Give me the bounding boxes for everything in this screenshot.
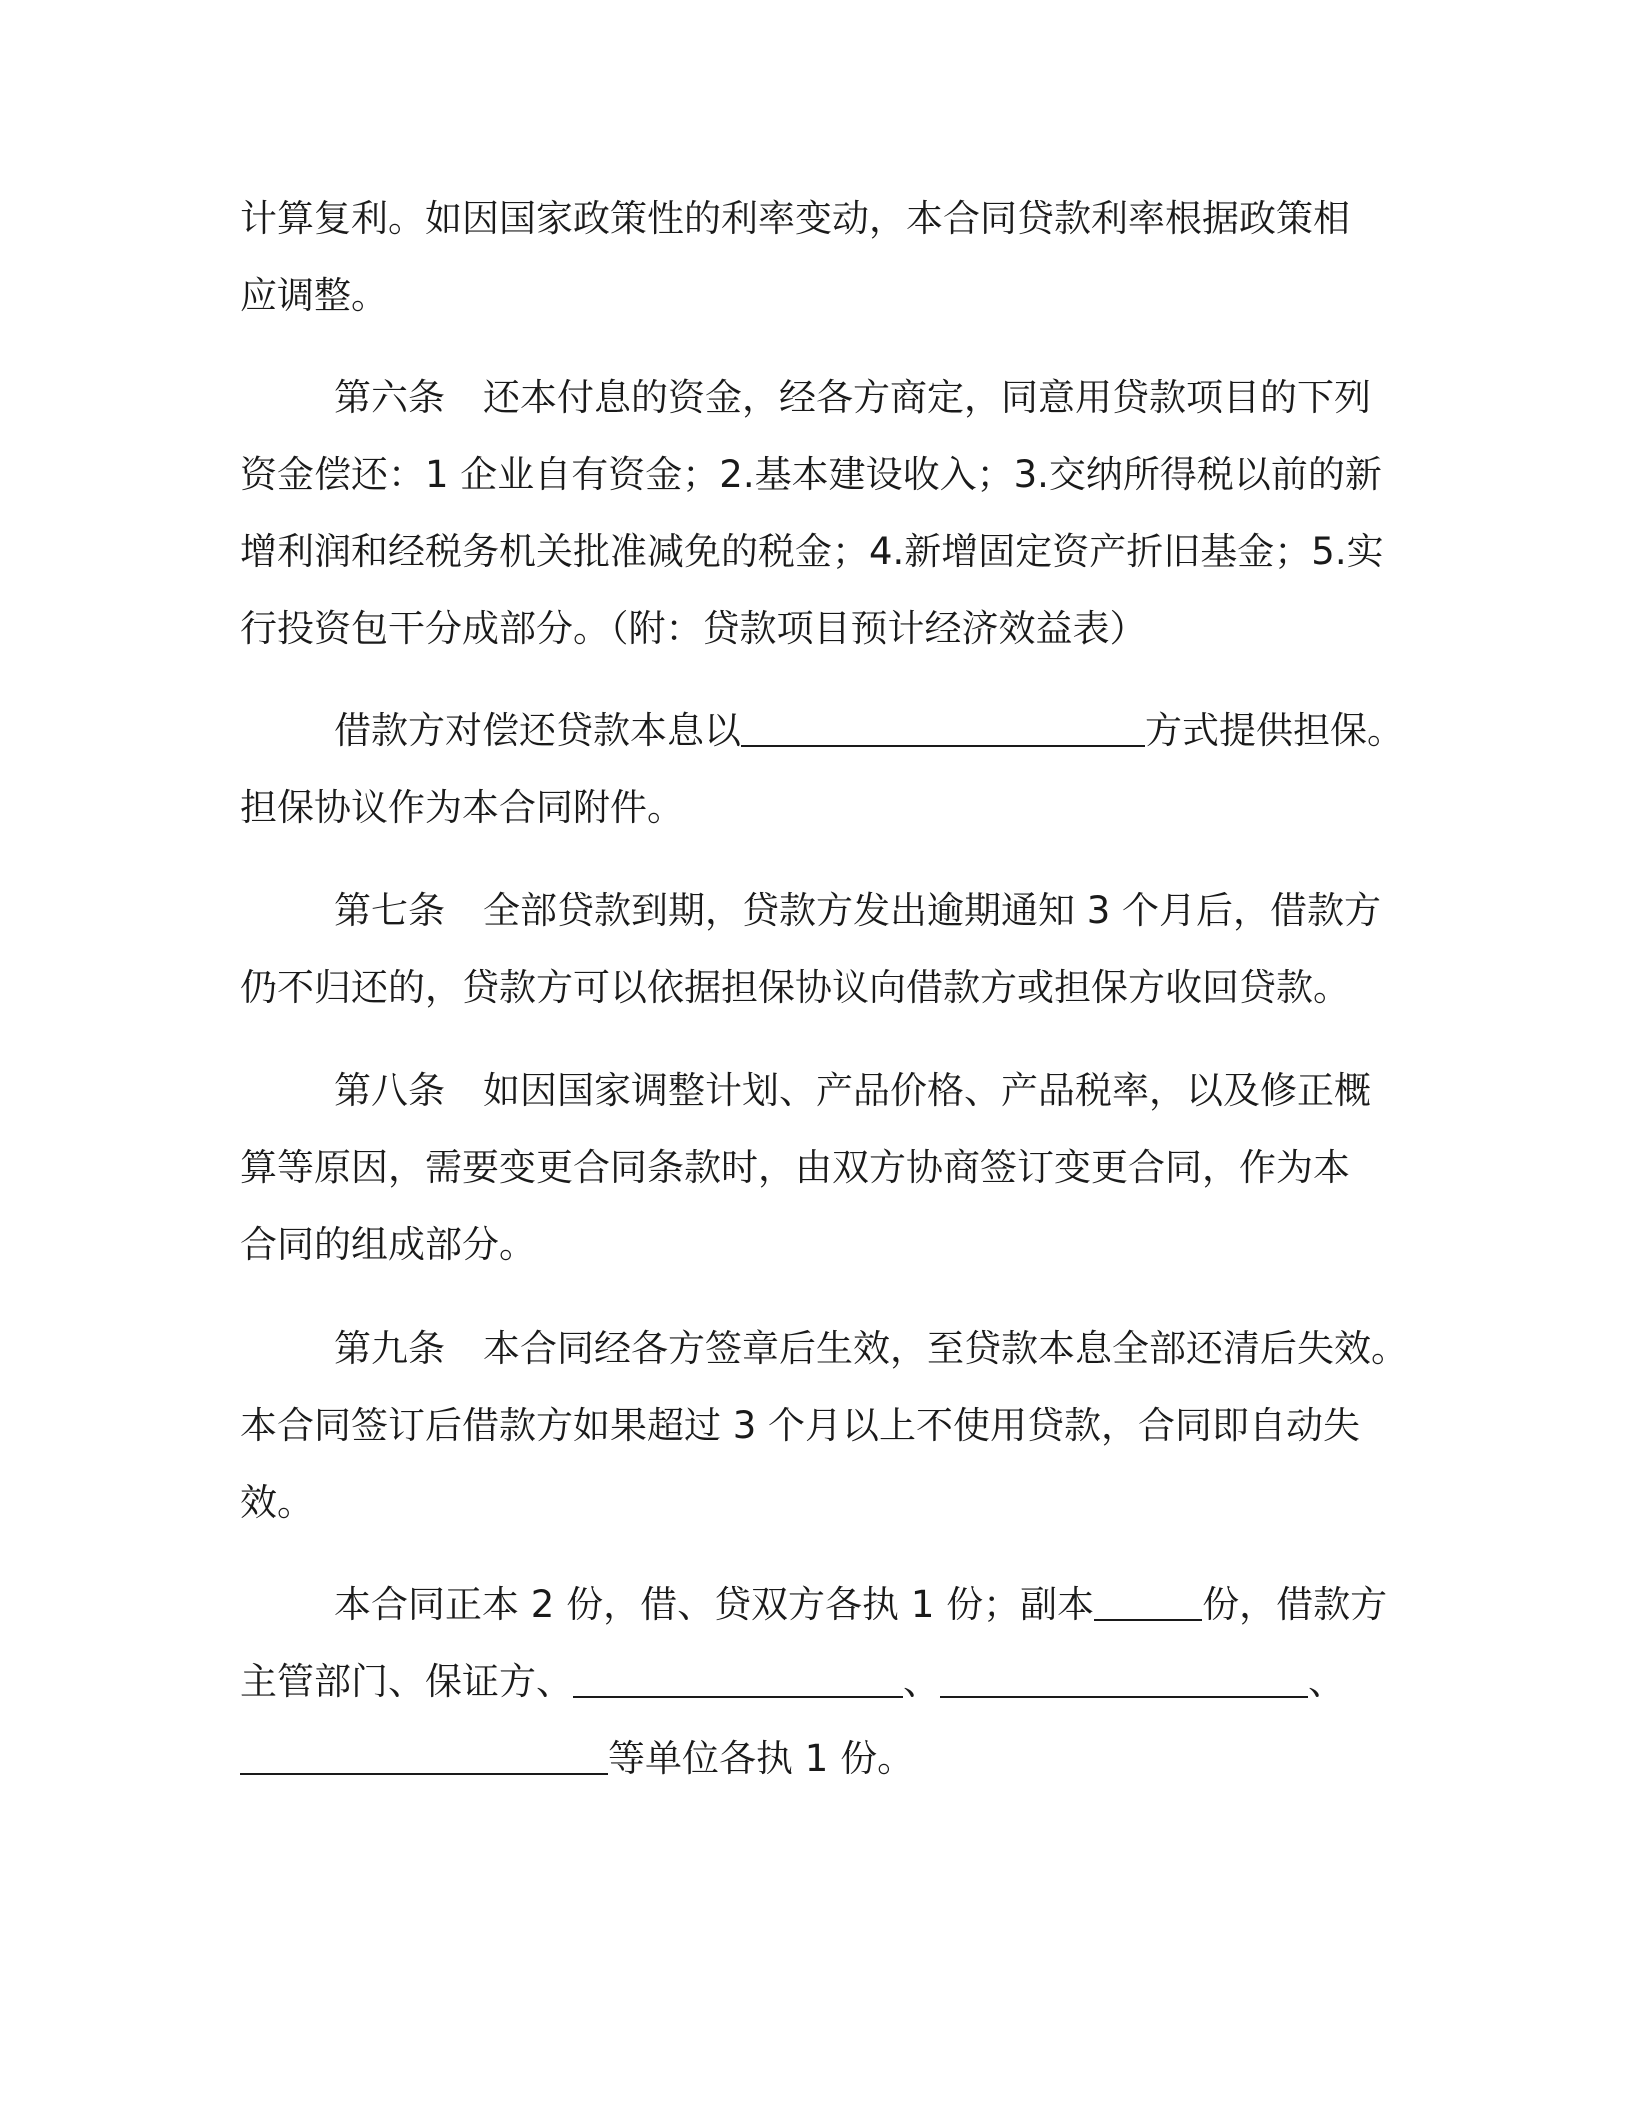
text-segment: 借款方对偿还贷款本息以 — [334, 709, 741, 752]
text-line: 应调整。 — [240, 274, 388, 317]
text-line — [240, 1566, 1400, 1643]
article-eight — [240, 1052, 1400, 1283]
fill-in-blank — [741, 705, 1145, 747]
text-line: 资金偿还：1 企业自有资金；2.基本建设收入；3.交纳所得税以前的新 — [240, 453, 1382, 496]
text-line: 合同的组成部分。 — [240, 1223, 536, 1266]
text-line: 增利润和经税务机关批准减免的税金；4.新增固定资产折旧基金；5.实 — [240, 530, 1384, 573]
text-line — [240, 1643, 1400, 1720]
text-line — [240, 1310, 1408, 1387]
article-number: 第七条 — [334, 889, 445, 932]
separator: 、 — [903, 1660, 940, 1703]
text-segment: 主管部门、保证方、 — [240, 1660, 573, 1703]
article-six — [240, 359, 1400, 667]
text-line: 计算复利。如因国家政策性的利率变动，本合同贷款利率根据政策相 — [240, 197, 1350, 240]
fill-in-blank — [240, 1733, 608, 1775]
article-text: 如因国家调整计划、产品价格、产品税率，以及修正概 — [483, 1069, 1371, 1112]
text-line: 担保协议作为本合同附件。 — [240, 786, 684, 829]
article-number: 第九条 — [334, 1327, 445, 1370]
article-number: 第六条 — [334, 376, 445, 419]
text-line: 本合同签订后借款方如果超过 3 个月以上不使用贷款，合同即自动失 — [240, 1404, 1361, 1447]
article-text: 本合同经各方签章后生效，至贷款本息全部还清后失效。 — [483, 1327, 1408, 1370]
fill-in-blank — [1094, 1579, 1202, 1621]
article-nine — [240, 1310, 1408, 1541]
text-line — [240, 359, 1400, 436]
text-line: 行投资包干分成部分。（附：贷款项目预计经济效益表） — [240, 607, 1147, 650]
paragraph-copies — [240, 1566, 1400, 1797]
text-line: 效。 — [240, 1481, 314, 1524]
text-segment: 方式提供担保。 — [1145, 709, 1404, 752]
text-line — [240, 692, 1404, 769]
text-segment: 等单位各执 1 份。 — [608, 1737, 915, 1780]
paragraph-interest — [240, 180, 1400, 334]
article-text: 还本付息的资金，经各方商定，同意用贷款项目的下列 — [483, 376, 1371, 419]
text-segment: 本合同正本 2 份，借、贷双方各执 1 份；副本 — [334, 1583, 1095, 1626]
article-number: 第八条 — [334, 1069, 445, 1112]
text-line — [240, 1720, 1400, 1797]
article-text: 全部贷款到期，贷款方发出逾期通知 3 个月后，借款方 — [483, 889, 1382, 932]
fill-in-blank — [573, 1656, 903, 1698]
text-segment: 份，借款方 — [1202, 1583, 1388, 1626]
article-seven — [240, 872, 1400, 1026]
paragraph-guarantee — [240, 692, 1404, 846]
text-line: 仍不归还的，贷款方可以依据担保协议向借款方或担保方收回贷款。 — [240, 966, 1350, 1009]
separator: 、 — [1308, 1660, 1345, 1703]
text-line — [240, 1052, 1400, 1129]
fill-in-blank — [940, 1656, 1308, 1698]
text-line: 算等原因，需要变更合同条款时，由双方协商签订变更合同，作为本 — [240, 1146, 1350, 1189]
text-line — [240, 872, 1400, 949]
